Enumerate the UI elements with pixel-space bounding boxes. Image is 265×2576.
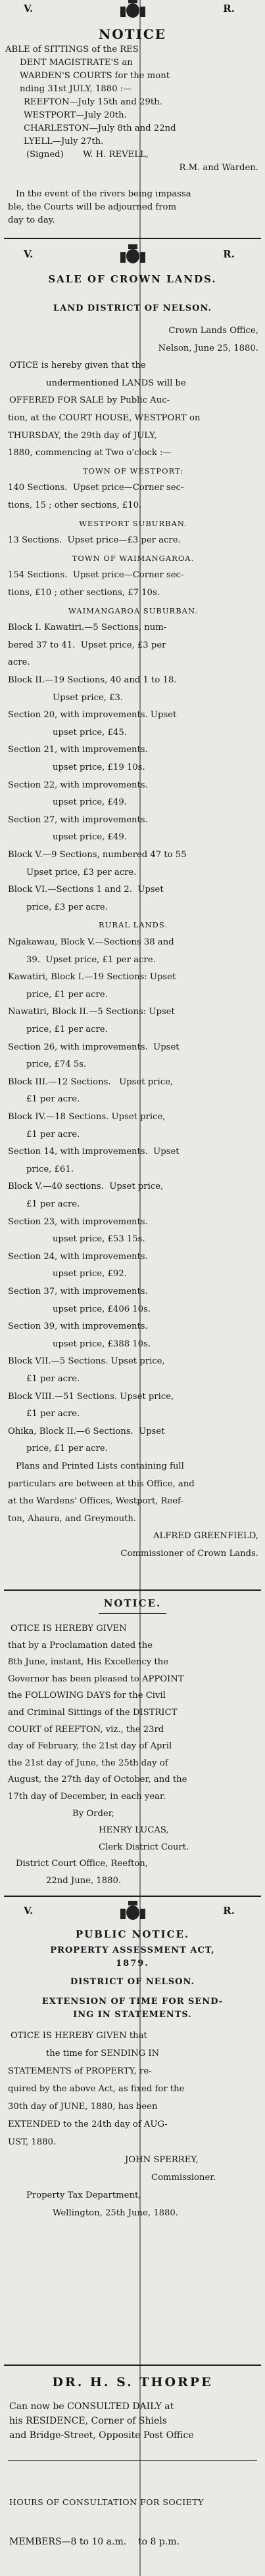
notice4-extension-title-2: ING IN STATEMENTS.: [73, 2010, 192, 2020]
n2-line: acre.: [8, 657, 30, 668]
notice1-line: DENT MAGISTRATE'S an: [20, 58, 133, 68]
n2-line: price, £1 per acre.: [26, 989, 108, 1000]
n2-line: 39. Upset price, £1 per acre.: [26, 954, 156, 965]
n2-line: Section 24, with improvements.: [8, 1251, 148, 1262]
n4-line: quired by the above Act, as fixed for the: [8, 2084, 185, 2094]
n2-line: WAIMANGAROA SUBURBAN.: [68, 606, 198, 615]
n4-line: Property Tax Department,: [26, 2190, 141, 2200]
n2-line: price, £74 5s.: [26, 1059, 87, 1070]
n2-line: Block VII.—5 Sections. Upset price,: [8, 1356, 165, 1367]
royal-crest-icon: [115, 1899, 151, 1922]
n2-line: price, £1 per acre.: [26, 1025, 108, 1034]
n2-line: price, £3 per acre.: [26, 902, 108, 912]
royal-crest-icon: [115, 0, 151, 20]
n2-line: Section 21, with improvements.: [8, 745, 148, 755]
n2-line: upset price, £53 15s.: [53, 1234, 145, 1245]
n2-line: Section 37, with improvements.: [8, 1287, 148, 1297]
n2-line: Section 20, with improvements. Upset: [8, 710, 177, 721]
n2-line: 140 Sections. Upset price—Corner sec-: [8, 483, 184, 493]
n3-line: that by a Proclamation dated the: [8, 1640, 153, 1651]
hours-rule: [8, 2460, 257, 2461]
n2-line: Crown Lands Office,: [168, 326, 258, 336]
notice2-title: SALE OF CROWN LANDS.: [48, 273, 217, 285]
n2-line: Block IV.—18 Sections. Upset price,: [8, 1112, 166, 1122]
notice4-subtitle: PROPERTY ASSESSMENT ACT,: [50, 1945, 215, 1955]
n2-line: 13 Sections. Upset price—£3 per acre.: [8, 535, 181, 546]
notice1-title: NOTICE: [98, 26, 167, 42]
n2-line: ton, Ahaura, and Greymouth.: [8, 1513, 137, 1524]
n4-line: Commissioner.: [151, 2173, 216, 2183]
n2-line: tion, at the COURT HOUSE, WESTPORT on: [8, 413, 201, 423]
n2-line: Section 23, with improvements.: [8, 1216, 148, 1227]
notice4-extension-title: EXTENSION OF TIME FOR SEND-: [41, 1997, 224, 2007]
royal-crest-icon: [115, 243, 151, 265]
n3-line: day of February, the 21st day of April: [8, 1741, 172, 1752]
n2-line: Kawatiri, Block I.—19 Sections: Upset: [8, 972, 176, 983]
n2-line: Ngakawau, Block V.—Sections 38 and: [8, 937, 174, 947]
n3-line: HENRY LUCAS,: [99, 1825, 169, 1836]
notice1-line: day to day.: [8, 215, 55, 225]
notice4-title: PUBLIC NOTICE.: [75, 1928, 190, 1940]
n2-line: price, £61.: [26, 1164, 74, 1174]
notice5-members-line: MEMBERS—8 to 10 a.m. to 8 p.m.: [9, 2537, 180, 2547]
n2-line: Nelson, June 25, 1880.: [158, 343, 258, 353]
notice5-heading: DR. H. S. THORPE: [52, 2375, 213, 2389]
header-v: V.: [24, 248, 34, 260]
header-r: R.: [223, 248, 235, 260]
n3-line: and Criminal Sittings of the DISTRICT: [8, 1708, 178, 1718]
notice4-district: DISTRICT OF NELSON.: [70, 1977, 195, 1987]
n2-line: Block III.—12 Sections. Upset price,: [8, 1077, 174, 1087]
n3-line: 17th day of December, in each year.: [8, 1792, 166, 1802]
n2-line: £1 per acre.: [26, 1129, 80, 1140]
n2-line: upset price, £388 10s.: [53, 1339, 151, 1349]
n2-line: RURAL LANDS.: [99, 920, 168, 930]
n2-line: OFFERED FOR SALE by Public Auc-: [9, 395, 170, 406]
n2-line: particulars are between at this Office, and: [8, 1478, 195, 1489]
notice1-line: R.M. and Warden.: [179, 163, 258, 173]
n3-line: COURT of REEFTON, viz., the 23rd: [8, 1724, 164, 1735]
n2-line: upset price, £45.: [53, 727, 127, 738]
header-v: V.: [24, 1905, 34, 1917]
notice1-line: ABLE of SITTINGS of the RES: [5, 45, 139, 55]
n2-line: Block V.—40 sections. Upset price,: [8, 1182, 164, 1192]
header-r: R.: [223, 1905, 235, 1917]
n3-line: the FOLLOWING DAYS for the Civil: [8, 1691, 166, 1701]
n2-line: upset price, £92.: [53, 1269, 127, 1279]
n4-line: JOHN SPERREY,: [125, 2155, 199, 2165]
n2-line: Block VIII.—51 Sections. Upset price,: [8, 1391, 174, 1402]
notice5-hours-title: HOURS OF CONSULTATION FOR SOCIETY: [9, 2497, 204, 2507]
notice1-line: nding 31st JULY, 1880 :—: [20, 84, 132, 94]
n2-line: £1 per acre.: [26, 1199, 80, 1209]
title-underline: [99, 1613, 166, 1614]
n2-line: TOWN OF WESTPORT:: [82, 466, 184, 476]
n4-line: 30th day of JUNE, 1880, has been: [8, 2102, 158, 2112]
n2-line: Plans and Printed Lists containing full: [16, 1461, 184, 1471]
n2-line: upset price, £19 10s.: [53, 763, 145, 772]
separator-rule: [4, 1589, 261, 1591]
n2-line: tions, £10 ; other sections, £7 10s.: [8, 588, 160, 598]
n2-line: £1 per acre.: [26, 1374, 80, 1384]
n2-line: WESTPORT SUBURBAN.: [79, 518, 187, 528]
n2-line: Upset price, £3 per acre.: [26, 867, 137, 877]
n2-line: bered 37 to 41. Upset price, £3 per: [8, 640, 166, 650]
separator-rule: [4, 1896, 261, 1897]
notice1-line: LYELL—July 27th.: [24, 137, 104, 146]
notice3-title: NOTICE.: [103, 1597, 162, 1609]
n3-line: Clerk District Court.: [99, 1842, 189, 1852]
n2-line: Nawatiri, Block II.—5 Sections: Upset: [8, 1007, 175, 1017]
notice1-line: In the event of the rivers being impassa: [16, 189, 191, 199]
notice1-line: CHARLESTON—July 8th and 22nd: [24, 123, 176, 133]
notice1-line: WESTPORT—July 20th.: [24, 110, 127, 120]
notice1-line: (Signed) W. H. REVELL,: [26, 150, 149, 160]
n3-line: OTICE IS HEREBY GIVEN: [11, 1624, 127, 1633]
n3-line: District Court Office, Reefton,: [16, 1859, 148, 1869]
n2-line: 154 Sections. Upset price—Corner sec-: [8, 570, 184, 581]
notice1-line: ble, the Courts will be adjourned from: [8, 202, 176, 212]
n2-line: undermentioned LANDS will be: [46, 378, 186, 388]
separator-rule: [4, 238, 261, 239]
n2-line: ALFRED GREENFIELD,: [153, 1531, 258, 1542]
n2-line: Block I. Kawatiri.—5 Sections, num-: [8, 623, 167, 633]
n2-line: Section 39, with improvements.: [8, 1321, 148, 1332]
n2-line: £1 per acre.: [26, 1409, 80, 1419]
n2-line: upset price, £49.: [53, 832, 127, 843]
n3-line: the 21st day of June, the 25th day of: [8, 1758, 168, 1768]
header-v: V.: [24, 3, 34, 14]
header-r: R.: [223, 3, 235, 14]
n2-line: at the Wardens' Offices, Westport, Reef-: [8, 1496, 183, 1507]
notice5-line: his RESIDENCE, Corner of Shiels: [9, 2416, 167, 2426]
n2-line: tions, 15 ; other sections, £10.: [8, 500, 142, 510]
n2-line: Block V.—9 Sections, numbered 47 to 55: [8, 850, 187, 860]
n2-line: Section 22, with improvements.: [8, 780, 148, 790]
n3-line: By Order,: [72, 1808, 114, 1819]
notice5-line: Can now be CONSULTED DAILY at: [9, 2401, 174, 2412]
n2-line: OTICE is hereby given that the: [9, 361, 146, 371]
n3-line: August, the 27th day of October, and the: [8, 1775, 187, 1785]
n2-line: Ohika, Block II.—6 Sections. Upset: [8, 1426, 165, 1436]
n3-line: 22nd June, 1880.: [46, 1876, 122, 1886]
n4-line: EXTENDED to the 24th day of AUG-: [8, 2120, 168, 2129]
n2-line: Commissioner of Crown Lands.: [120, 1549, 258, 1559]
notice1-line: WARDEN'S COURTS for the mont: [20, 71, 170, 81]
n2-line: Section 14, with improvements. Upset: [8, 1147, 180, 1157]
n2-line: upset price, £406 10s.: [53, 1304, 151, 1314]
n2-line: TOWN OF WAIMANGAROA.: [72, 553, 195, 563]
n2-line: Section 26, with improvements. Upset: [8, 1042, 180, 1052]
n2-line: Section 27, with improvements.: [8, 814, 148, 825]
notice4-year: 1879.: [116, 1959, 149, 1968]
n2-line: upset price, £49.: [53, 797, 127, 808]
n2-line: £1 per acre.: [26, 1094, 80, 1105]
n4-line: UST, 1880.: [8, 2137, 57, 2147]
notice5-line: and Bridge-Street, Opposite Post Office: [9, 2430, 194, 2441]
n4-line: OTICE IS HEREBY GIVEN that: [11, 2031, 147, 2041]
separator-rule: [4, 2365, 261, 2366]
n2-line: Upset price, £3.: [53, 692, 124, 703]
notice2-subtitle: LAND DISTRICT OF NELSON.: [53, 303, 212, 313]
n4-line: STATEMENTS of PROPERTY, re-: [8, 2066, 152, 2076]
notice1-line: REEFTON—July 15th and 29th.: [24, 97, 162, 107]
n2-line: price, £1 per acre.: [26, 1444, 108, 1454]
n4-line: the time for SENDING IN: [46, 2049, 160, 2058]
n3-line: 8th June, instant, His Excellency the: [8, 1657, 168, 1668]
n4-line: Wellington, 25th June, 1880.: [53, 2208, 178, 2218]
n2-line: Block II.—19 Sections, 40 and 1 to 18.: [8, 675, 177, 685]
n3-line: Governor has been pleased to APPOINT: [8, 1674, 184, 1684]
n2-line: Block VI.—Sections 1 and 2. Upset: [8, 885, 164, 895]
n2-line: THURSDAY, the 29th day of JULY,: [8, 430, 157, 441]
n2-line: 1880, commencing at Two o'clock :—: [8, 448, 172, 458]
